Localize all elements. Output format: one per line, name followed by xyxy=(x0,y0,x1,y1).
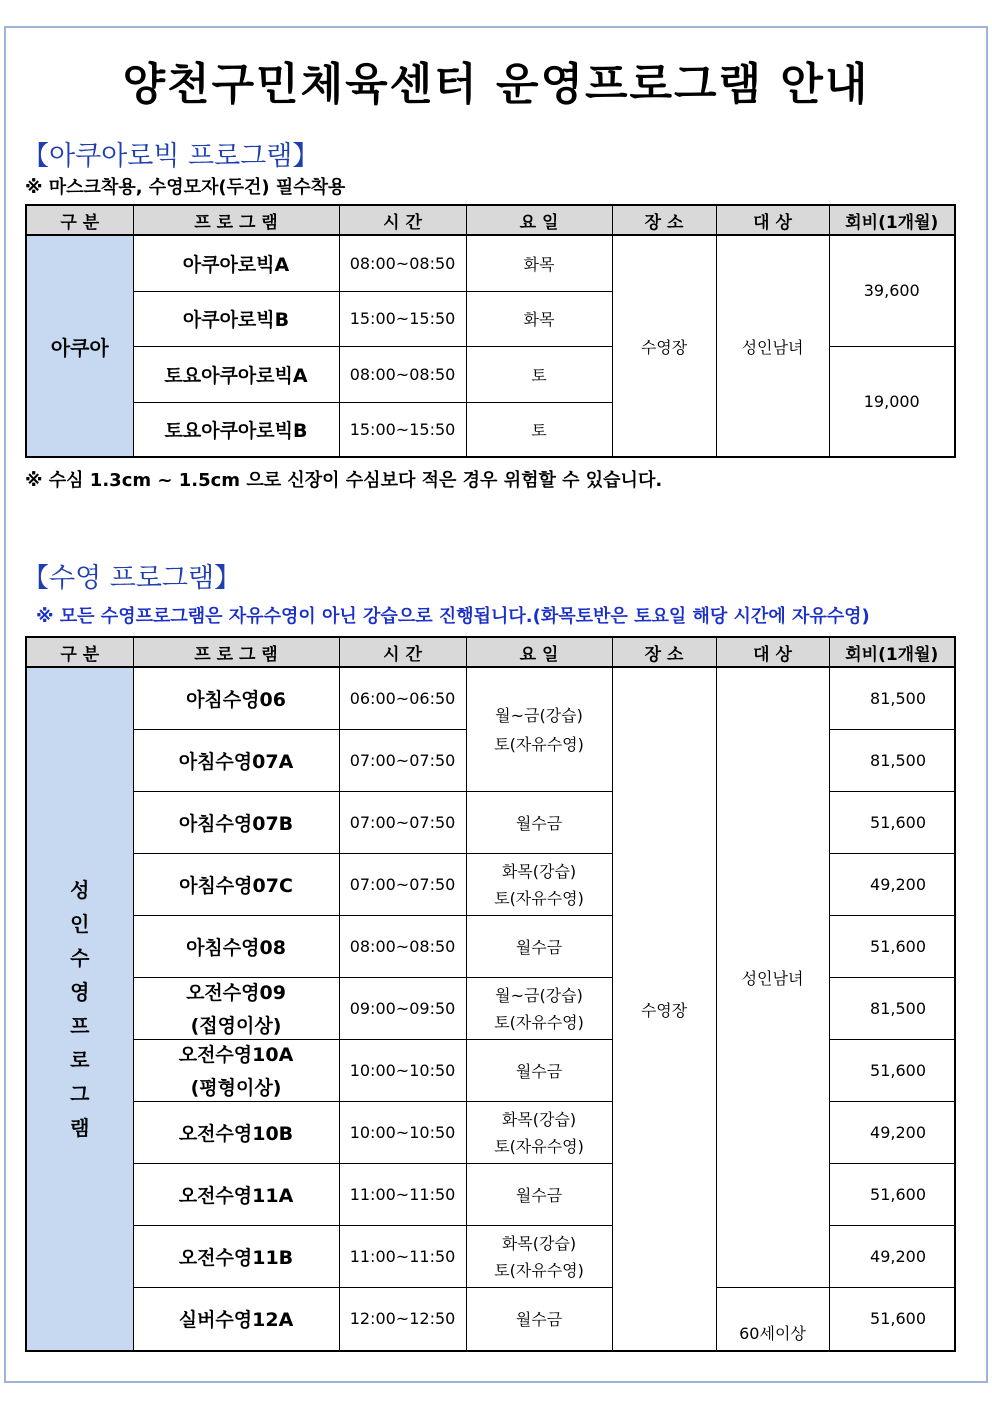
program-name: 아침수영06 xyxy=(133,667,339,729)
program-time: 07:00~07:50 xyxy=(339,853,466,915)
program-name: 아쿠아로빅B xyxy=(133,291,339,346)
header-time: 시 간 xyxy=(339,637,466,667)
program-fee: 51,600 xyxy=(829,1163,955,1225)
program-fee: 49,200 xyxy=(829,1225,955,1287)
program-name: 아침수영07A xyxy=(133,729,339,791)
program-name: 오전수영11A xyxy=(133,1163,339,1225)
aqua-category: 아쿠아 xyxy=(26,235,133,457)
program-day: 토 xyxy=(466,402,612,457)
program-time: 10:00~10:50 xyxy=(339,1039,466,1101)
program-fee: 51,600 xyxy=(829,1287,955,1351)
header-time: 시 간 xyxy=(339,205,466,235)
program-fee: 51,600 xyxy=(829,791,955,853)
program-day: 화목(강습) 토(자유수영) xyxy=(466,1225,612,1287)
header-place: 장 소 xyxy=(612,637,716,667)
program-fee: 81,500 xyxy=(829,667,955,729)
swim-target-adult: 성인남녀 xyxy=(716,667,829,1287)
program-day: 화목 xyxy=(466,235,612,291)
header-category: 구 분 xyxy=(26,205,133,235)
program-time: 08:00~08:50 xyxy=(339,915,466,977)
program-name: 토요아쿠아로빅A xyxy=(133,346,339,402)
program-day: 화목 xyxy=(466,291,612,346)
table-row xyxy=(26,235,955,291)
page-title: 양천구민체육센터 운영프로그램 안내 xyxy=(122,59,870,110)
program-time: 07:00~07:50 xyxy=(339,791,466,853)
swim-table xyxy=(25,636,956,1352)
program-day: 월~금(강습) 토(자유수영) xyxy=(466,977,612,1039)
header-fee: 회비(1개월) xyxy=(829,205,955,235)
program-time: 15:00~15:50 xyxy=(339,402,466,457)
program-time: 08:00~08:50 xyxy=(339,235,466,291)
program-fee: 49,200 xyxy=(829,1101,955,1163)
program-time: 11:00~11:50 xyxy=(339,1163,466,1225)
program-day: 월수금 xyxy=(466,1039,612,1101)
program-time: 07:00~07:50 xyxy=(339,729,466,791)
program-time: 10:00~10:50 xyxy=(339,1101,466,1163)
program-name: 아쿠아로빅A xyxy=(133,235,339,291)
program-name: 오전수영09 (접영이상) xyxy=(133,977,339,1039)
swim-target-senior: 60세이상 xyxy=(716,1287,829,1351)
program-day: 월수금 xyxy=(466,1163,612,1225)
swim-place: 수영장 xyxy=(612,667,716,1351)
program-time: 06:00~06:50 xyxy=(339,667,466,729)
program-fee: 81,500 xyxy=(829,977,955,1039)
program-time: 11:00~11:50 xyxy=(339,1225,466,1287)
program-day: 월수금 xyxy=(466,915,612,977)
program-name: 아침수영07C xyxy=(133,853,339,915)
header-program: 프 로 그 램 xyxy=(133,637,339,667)
header-target: 대 상 xyxy=(716,205,829,235)
program-day: 토 xyxy=(466,346,612,402)
program-name: 오전수영10A (평형이상) xyxy=(133,1039,339,1101)
program-name: 아침수영08 xyxy=(133,915,339,977)
swim-notice: ※ 모든 수영프로그램은 자유수영이 아닌 강습으로 진행됩니다.(화목토반은 토요일 해당 시간에 자유수영) xyxy=(36,606,870,627)
program-day: 월수금 xyxy=(466,791,612,853)
header-program: 프 로 그 램 xyxy=(133,205,339,235)
aqua-section-title: 【아쿠아로빅 프로그램】 xyxy=(22,141,320,172)
swim-section-title: 【수영 프로그램】 xyxy=(22,563,242,594)
program-day: 화목(강습) 토(자유수영) xyxy=(466,1101,612,1163)
program-fee: 51,600 xyxy=(829,915,955,977)
program-time: 08:00~08:50 xyxy=(339,346,466,402)
swim-category: 성인수영프로그램 xyxy=(26,667,133,1351)
header-target: 대 상 xyxy=(716,637,829,667)
program-day: 월수금 xyxy=(466,1287,612,1351)
program-fee: 51,600 xyxy=(829,1039,955,1101)
program-name: 실버수영12A xyxy=(133,1287,339,1351)
program-name: 토요아쿠아로빅B xyxy=(133,402,339,457)
table-row xyxy=(26,667,955,729)
header-place: 장 소 xyxy=(612,205,716,235)
aqua-footnote: ※ 수심 1.3cm ~ 1.5cm 으로 신장이 수심보다 적은 경우 위험할 수 있습니다. xyxy=(25,470,663,491)
header-fee: 회비(1개월) xyxy=(829,637,955,667)
table-row xyxy=(26,1287,955,1351)
program-name: 오전수영10B xyxy=(133,1101,339,1163)
aqua-fee-weekday: 39,600 xyxy=(829,235,955,346)
swim-header-row xyxy=(26,637,955,667)
aqua-notice: ※ 마스크착용, 수영모자(두건) 필수착용 xyxy=(25,177,346,198)
program-time: 15:00~15:50 xyxy=(339,291,466,346)
aqua-fee-saturday: 19,000 xyxy=(829,346,955,457)
aqua-place: 수영장 xyxy=(612,235,716,457)
program-time: 09:00~09:50 xyxy=(339,977,466,1039)
program-day: 월~금(강습) 토(자유수영) xyxy=(466,667,612,791)
program-fee: 81,500 xyxy=(829,729,955,791)
header-day: 요 일 xyxy=(466,205,612,235)
aqua-table xyxy=(25,204,956,458)
aqua-header-row xyxy=(26,205,955,235)
header-category: 구 분 xyxy=(26,637,133,667)
program-time: 12:00~12:50 xyxy=(339,1287,466,1351)
program-name: 오전수영11B xyxy=(133,1225,339,1287)
program-day: 화목(강습) 토(자유수영) xyxy=(466,853,612,915)
program-name: 아침수영07B xyxy=(133,791,339,853)
aqua-target: 성인남녀 xyxy=(716,235,829,457)
program-fee: 49,200 xyxy=(829,853,955,915)
header-day: 요 일 xyxy=(466,637,612,667)
